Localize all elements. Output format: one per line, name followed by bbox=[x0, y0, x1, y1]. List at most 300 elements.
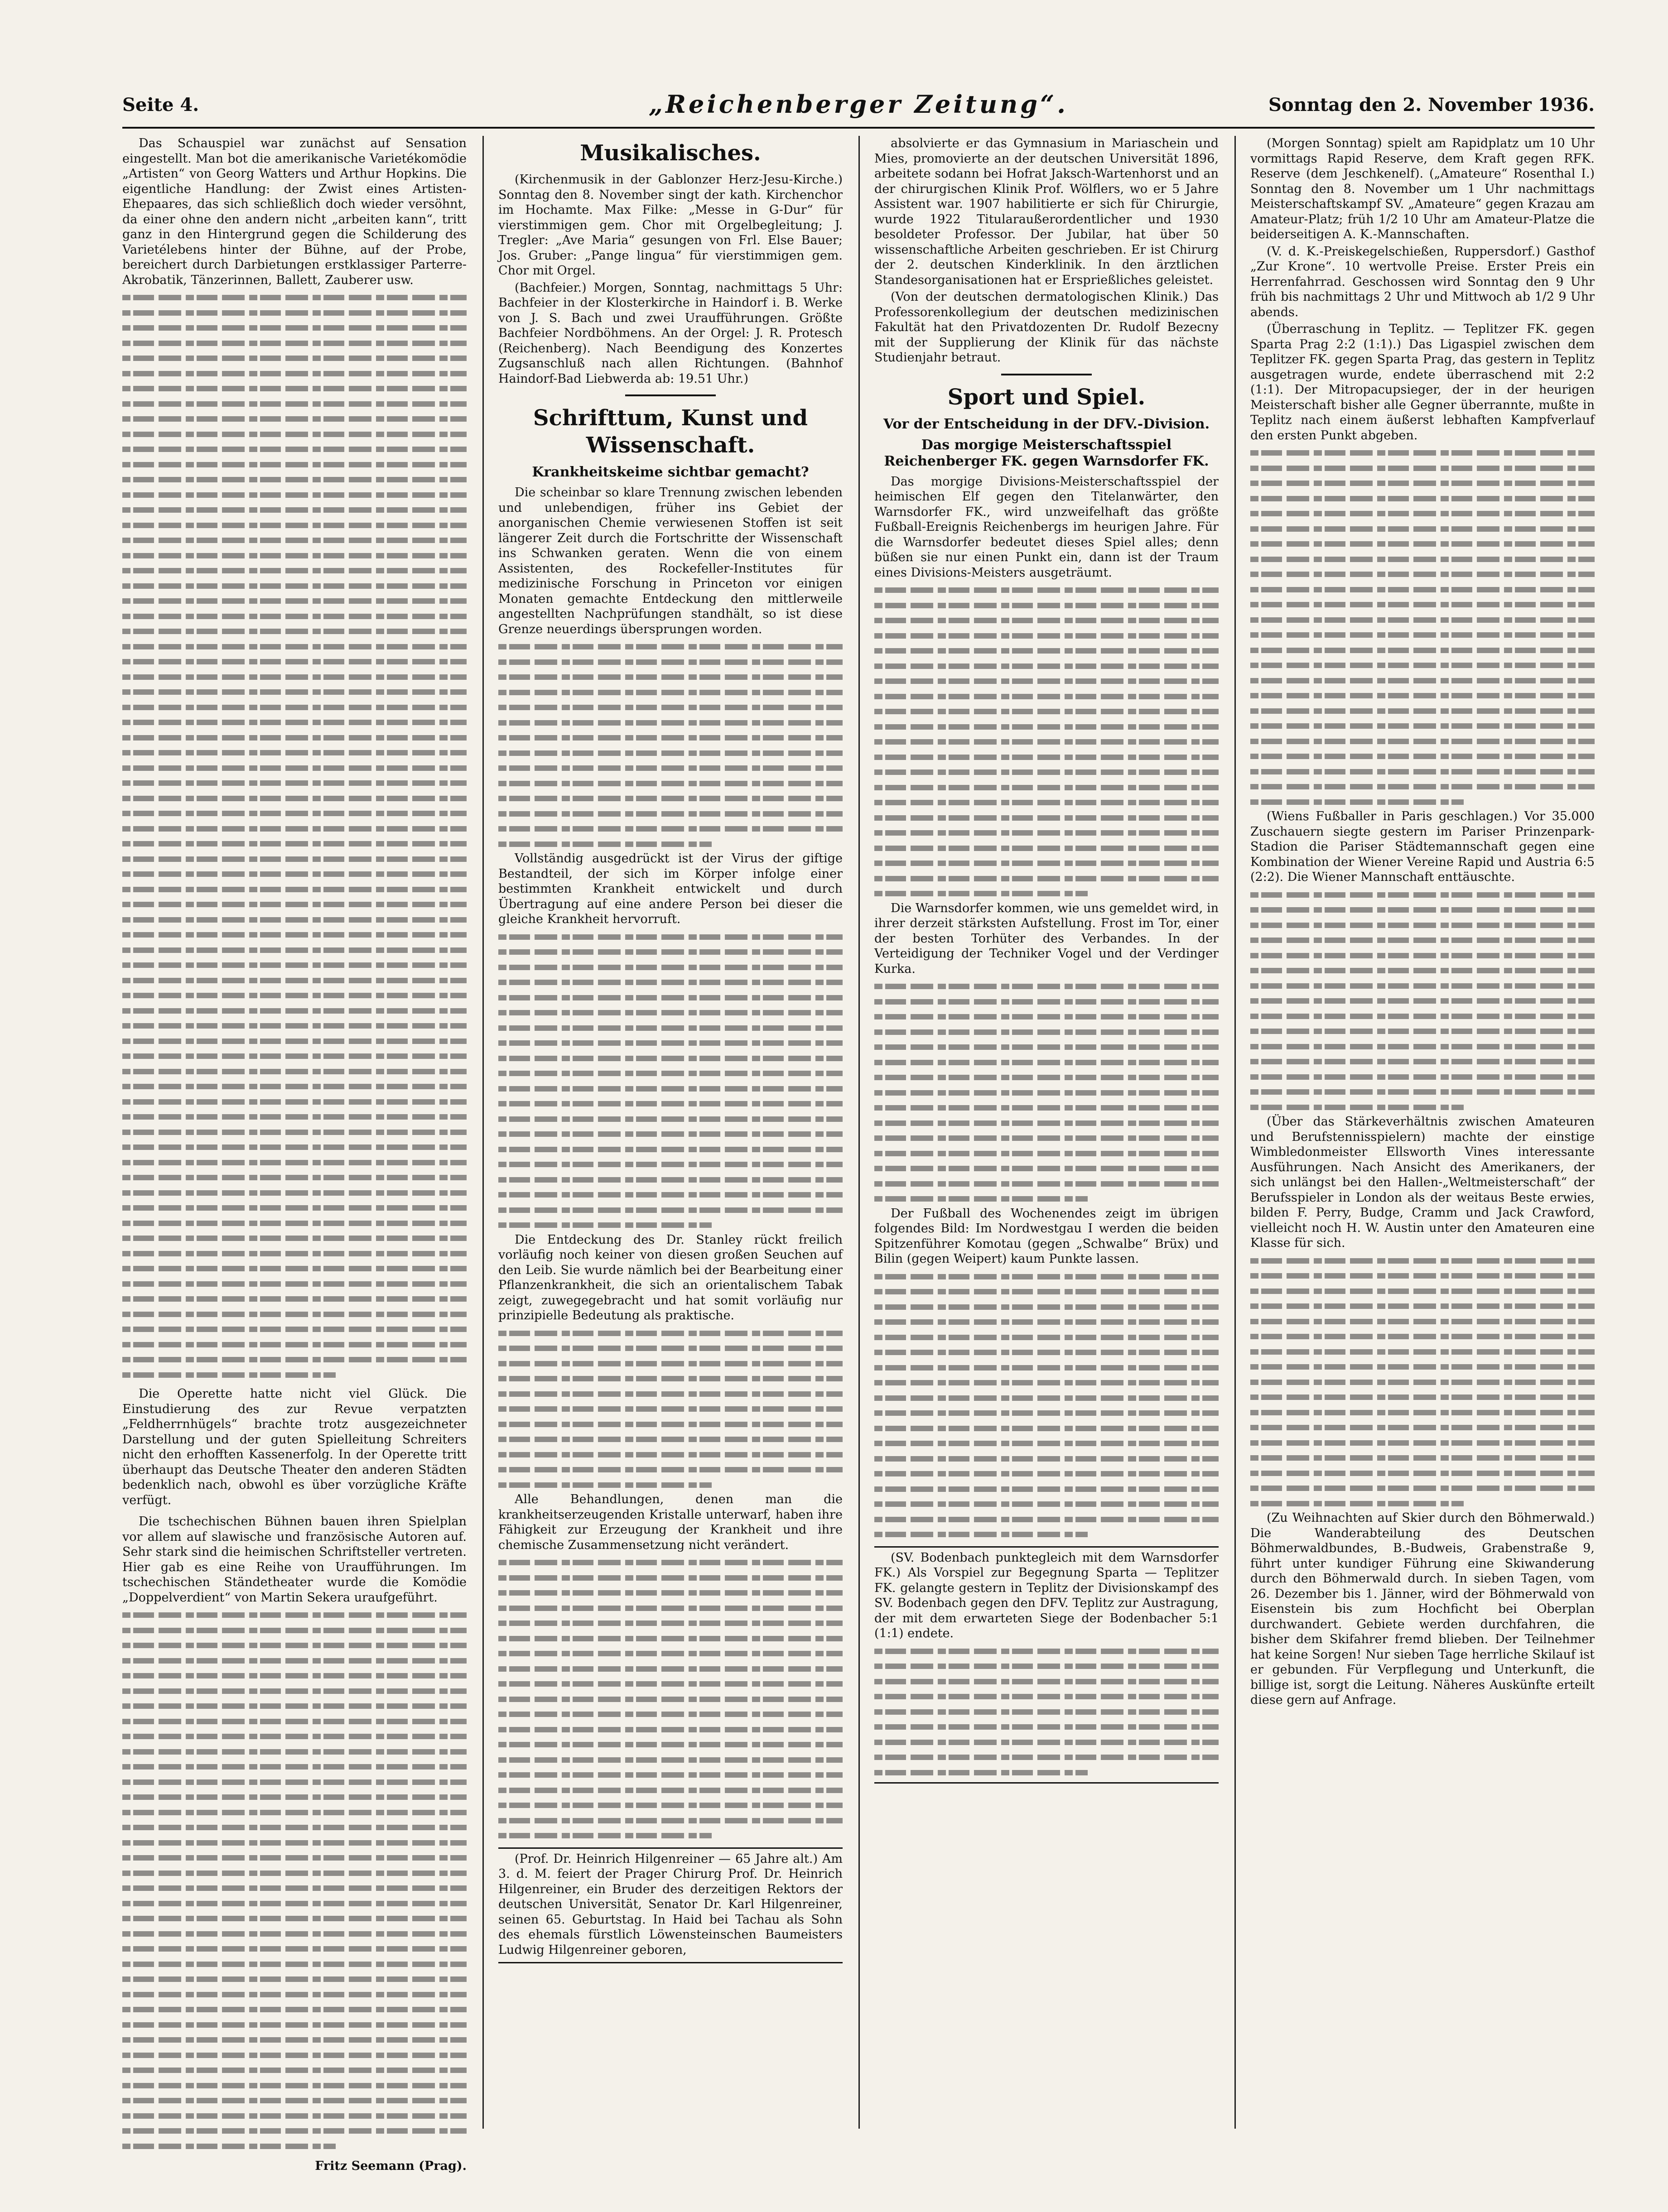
text-line bbox=[874, 978, 1219, 994]
text-line bbox=[874, 1420, 1219, 1436]
text-line bbox=[1250, 718, 1595, 733]
text-line bbox=[122, 1956, 467, 1972]
text-line bbox=[498, 1020, 843, 1035]
column-4 bbox=[1250, 136, 1595, 2138]
bowling-paragraph: (V. d. K.-Preiskegelschießen, Ruppersdorf.) Gasthof „Zur Krone“. 10 wertvolle Preise. Erster Preis ein Herrenfahrrad. Geschossen wird Sonntag den 9 Uhr früh bis nachmittags 2 Uhr und Mittwoch ab 1/2 9 Uhr abends. bbox=[1250, 244, 1595, 319]
text-line bbox=[874, 1299, 1219, 1314]
theater-review-paragraph: Das Schauspiel war zunächst auf Sensation eingestellt. Man bot die amerikanische Varietékomödie „Artisten“ von Georg Watters und Arthur Hopkins. Die eigentliche Handlung: der Zwist eines Artisten-Ehepaares, das sich schließlich doch wieder versöhnt, da einer ohne den andern nicht „arbeiten kann“, tritt ganz in den Hintergrund gegen die Schilderung des Varietélebens hinter der Bühne, auf der Probe, bereichert durch Darbietungen erstklassiger Parterre-Akrobatik, Tänzerinnen, Ballett, Zauberer usw. bbox=[122, 136, 467, 287]
column-1 bbox=[122, 136, 467, 2173]
text-line bbox=[874, 779, 1219, 795]
text-line bbox=[122, 2017, 467, 2032]
bach-festival-paragraph: (Bachfeier.) Morgen, Sonntag, nachmittags 5 Uhr: Bachfeier in der Klosterkirche in Haindorf i. B. Werke von J. S. Bach und zwei Uraufführungen. Größte Bachfeier Nordböhmens. An der Orgel: J. R. Protesch (Reichenberg). Nach Beendigung des Konzertes Zugsanschluß nach allen Richtungen. (Bahnhof Haindorf-Bad Liebwerda ab: 19.51 Uhr.) bbox=[498, 280, 843, 386]
text-line bbox=[874, 1069, 1219, 1085]
text-line bbox=[1250, 1480, 1595, 1496]
text-line bbox=[498, 1630, 843, 1646]
text-line bbox=[874, 1039, 1219, 1054]
text-line bbox=[1250, 1496, 1464, 1511]
text-line bbox=[874, 1284, 1219, 1299]
text-line bbox=[498, 1172, 843, 1187]
text-line bbox=[1250, 596, 1595, 612]
text-line bbox=[874, 688, 1219, 704]
bodenbach-paragraph: (SV. Bodenbach punktegleich mit dem Warnsdorfer FK.) Als Vorspiel zur Begegnung Sparta — Teplitzer FK. gelangte gestern in Teplitz der Divisionskampf des SV. Bodenbach gegen den DFV. Teplitz zur Austragung, der mit dem erwarteten Siege der Bodenbacher 5:1 (1:1) endete. bbox=[874, 1550, 1219, 1640]
text-line bbox=[122, 1698, 467, 1713]
text-line bbox=[1250, 1419, 1595, 1435]
czech-stages-paragraph: Die tschechischen Bühnen bauen ihren Spielplan vor allem auf slawische und französische Autoren auf. Sehr stark sind die heimischen Schriftsteller vertreten. Hier gab es eine Reihe von Uraufführungen. Im tschechischen Ständetheater wurde die Komödie „Doppelverdient“ von Martin Sekera uraufgeführt. bbox=[122, 1515, 467, 1605]
text-line bbox=[122, 471, 467, 487]
text-line bbox=[1250, 688, 1595, 703]
text-line bbox=[874, 825, 1219, 840]
text-line bbox=[498, 1416, 843, 1432]
text-line bbox=[1250, 932, 1595, 947]
text-line bbox=[1250, 642, 1595, 658]
text-line bbox=[122, 1865, 467, 1880]
text-line bbox=[122, 1819, 467, 1835]
text-line bbox=[874, 1085, 1219, 1100]
text-line bbox=[122, 1321, 467, 1337]
text-line bbox=[1250, 1053, 1595, 1069]
lineup-paragraph: Die Warnsdorfer kommen, wie uns gemeldet wird, in ihrer derzeit stärksten Aufstellung. Frost im Tor, einer der besten Torhüter des Verbandes. In der Verteidigung der Techniker Vogel und der Verdinger Kurka. bbox=[874, 901, 1219, 976]
text-line bbox=[874, 794, 1219, 810]
text-line bbox=[122, 1835, 467, 1850]
text-line bbox=[1250, 1313, 1595, 1329]
text-line bbox=[498, 1187, 843, 1202]
text-line bbox=[1250, 521, 1595, 536]
text-line bbox=[122, 881, 467, 897]
text-line bbox=[122, 2077, 467, 2093]
text-line bbox=[122, 441, 467, 457]
ski-tour-paragraph: (Zu Weihnachten auf Skier durch den Böhmerwald.) Die Wanderabteilung des Deutschen Böhmerwaldbundes, B.-Budweis, Grabenstraße 9, führt unter kundiger Führung eine Skiwanderung durch den Böhmerwald durch. In sieben Tagen, vom 26. Dezember bis 1. Jänner, wird der Böhmerwald von Eisenstein bis zum Hochficht bei Oberplan durchwandert. Gebiete werden durchfahren, die bisher dem Skifahrer fremd blieben. Der Teilnehmer hat keine Sorgen! Nur sieben Tage herrliche Skilauf ist er gebunden. Für Verpflegung und Unterkunft, die billige ist, sorgt die Leitung. Näheres Auskünfte erteilt diese gern auf Anfrage. bbox=[1250, 1511, 1595, 1707]
text-line bbox=[1250, 1435, 1595, 1450]
text-line bbox=[122, 775, 467, 790]
text-line bbox=[122, 1306, 467, 1322]
text-line bbox=[122, 1910, 467, 1926]
article-paragraph: Vollständig ausgedrückt ist der Virus der giftige Bestandteil, der sich im Körper infolge einer bestimmten Krankheit entwickelt und durch Übertragung auf eine andere Person bei dieser die gleiche Krankheit hervorruft. bbox=[498, 851, 843, 926]
text-line bbox=[874, 1734, 1219, 1750]
text-line bbox=[1250, 733, 1595, 749]
text-line bbox=[122, 1048, 467, 1063]
text-line bbox=[122, 1880, 467, 1895]
text-line bbox=[122, 1337, 467, 1352]
text-line bbox=[1250, 917, 1595, 933]
section-heading-music: Musikalisches. bbox=[580, 140, 761, 166]
section-heading-sport: Sport und Spiel. bbox=[947, 384, 1146, 410]
text-line bbox=[122, 1351, 467, 1367]
text-line bbox=[1250, 1253, 1595, 1268]
text-line bbox=[874, 994, 1219, 1009]
text-line bbox=[122, 1850, 467, 1865]
text-line bbox=[122, 821, 467, 836]
text-line bbox=[874, 1435, 1219, 1451]
text-line bbox=[122, 608, 467, 624]
text-line bbox=[498, 1813, 843, 1828]
text-line bbox=[122, 639, 467, 654]
text-line bbox=[498, 959, 843, 975]
text-line bbox=[498, 1217, 712, 1232]
text-line bbox=[1250, 460, 1595, 476]
text-line bbox=[874, 643, 1219, 658]
text-line bbox=[498, 1126, 843, 1141]
text-line bbox=[498, 1096, 843, 1111]
column-3 bbox=[874, 136, 1219, 2138]
text-line bbox=[874, 1526, 1088, 1542]
text-line bbox=[498, 1645, 843, 1661]
text-line bbox=[1250, 748, 1595, 764]
text-line bbox=[874, 1176, 1219, 1191]
paris-match-paragraph: (Wiens Fußballer in Paris geschlagen.) Vor 35.000 Zuschauern siegte gestern im Pariser Prinzenpark-Stadion die Pariser Städtemannschaft gegen eine Kombination der Wiener Vereine Rapid und Austria 6:5 (2:2). Die Wiener Mannschaft enttäuschte. bbox=[1250, 809, 1595, 884]
column-divider bbox=[1234, 136, 1236, 2129]
text-line bbox=[498, 1141, 843, 1157]
text-line bbox=[1250, 1084, 1595, 1099]
text-line bbox=[1250, 475, 1595, 490]
text-line bbox=[498, 1797, 843, 1813]
text-line bbox=[874, 719, 1219, 734]
article-headline: Vor der Entscheidung in der DFV.-Division. bbox=[883, 416, 1210, 432]
text-line bbox=[122, 289, 467, 305]
text-line bbox=[498, 1752, 843, 1767]
text-line bbox=[498, 1570, 843, 1585]
text-line bbox=[122, 396, 467, 411]
text-line bbox=[874, 1191, 1088, 1206]
separator bbox=[1001, 374, 1092, 375]
text-line bbox=[122, 1607, 467, 1622]
text-line bbox=[122, 548, 467, 563]
text-line bbox=[498, 806, 843, 821]
text-line bbox=[874, 840, 1219, 856]
text-line bbox=[874, 612, 1219, 628]
text-line bbox=[1250, 1008, 1595, 1024]
text-line bbox=[122, 1986, 467, 2002]
text-line bbox=[874, 1390, 1219, 1405]
text-line bbox=[498, 821, 843, 836]
text-line bbox=[498, 1401, 843, 1416]
text-line bbox=[122, 987, 467, 1003]
text-line bbox=[122, 836, 467, 851]
issue-date: Sonntag den 2. November 1936. bbox=[1268, 94, 1595, 115]
article-paragraph: Die scheinbar so klare Trennung zwischen lebenden und unlebendigen, früher ins Gebiet der anorganischen Chemie verwiesenen Stoffen ist seit längerer Zeit durch die Fortschritte der Wissenschaft ins Schwanken geraten. Wenn die von einem Assistenten, des Rockefeller-Institutes für medizinische Forschung in Princeton vor einigen Monaten gemachte Entdeckung den mittlerweile angestellten Nachprüfungen standhält, so ist diese Grenze neuerdings übersprungen worden. bbox=[498, 486, 843, 636]
text-line bbox=[498, 1156, 843, 1172]
text-line bbox=[498, 1035, 843, 1050]
jubilee-continuation: absolvierte er das Gymnasium in Mariaschein und Mies, promovierte an der deutschen Universität 1896, arbeitete sodann bei Hofrat Jaksch-Wartenhorst und an der chirurgischen Klinik Prof. Wölflers, wo er 5 Jahre Assistent war. 1907 habilitierte er sich für Chirurgie, wurde 1922 Titularaußerordentlicher und 1930 besoldeter Professor. Der Jubilar, hat über 50 wissenschaftliche Arbeiten geschrieben. Er ist Chirurg der 2. deutschen Kinderklinik. In den ärztlichen Standesorganisationen hat er Ersprießliches geleistet. bbox=[874, 136, 1219, 287]
text-line bbox=[1250, 1328, 1595, 1344]
text-line bbox=[874, 855, 1219, 870]
article-paragraph: Die Entdeckung des Dr. Stanley rückt freilich vorläufig noch keiner von diesen großen Seuchen auf den Leib. Sie wurde nämlich bei der Bearbeitung einer Pflanzenkrankheit, die sich an orientalischem Tabak zeigt, zuwegegebracht und hat somit vorläufig nur prinzipielle Bedeutung als praktische. bbox=[498, 1232, 843, 1322]
text-line bbox=[874, 1100, 1219, 1115]
text-line bbox=[498, 1050, 843, 1066]
text-line bbox=[498, 1447, 843, 1462]
text-line bbox=[122, 654, 467, 669]
text-line bbox=[1250, 445, 1595, 460]
text-line bbox=[498, 944, 843, 959]
text-line bbox=[1250, 1298, 1595, 1313]
text-line bbox=[1250, 779, 1595, 794]
text-line bbox=[122, 563, 467, 578]
text-line bbox=[874, 628, 1219, 643]
text-line bbox=[122, 942, 467, 957]
text-line bbox=[122, 1622, 467, 1638]
text-line bbox=[122, 2092, 467, 2108]
text-line bbox=[122, 2108, 467, 2123]
text-line bbox=[874, 1749, 1219, 1765]
match-preview-paragraph: Das morgige Divisions-Meisterschaftsspiel der heimischen Elf gegen den Titelanwärter, den Warnsdorfer FK., wird unzweifelhaft das größte Fußball-Ereignis Reichenbergs im heurigen Jahre. Für die Warnsdorfer bedeutet dieses Spiel alles; denn büßen sie nur einen Punkt ein, dann ist der Traum eines Divisions-Meisters ausgeträumt. bbox=[874, 474, 1219, 580]
text-line bbox=[1250, 1283, 1595, 1298]
text-line bbox=[122, 1774, 467, 1789]
teplitz-match-paragraph: (Überraschung in Teplitz. — Teplitzer FK. gegen Sparta Prag 2:2 (1:1).) Das Ligaspiel zwischen dem Teplitzer FK. gegen Sparta Prag, das gestern in Teplitz ausgetragen wurde, endete überraschend mit 2:2 (1:1). Der Mitropacupsieger, der in der heurigen Meisterschaft bisher alle Gegner überrannte, mußte in Teplitz nach einem äußerst lebhaften Kampfverlauf den ersten Punkt abgeben. bbox=[1250, 322, 1595, 442]
text-line bbox=[874, 870, 1219, 886]
text-line bbox=[122, 927, 467, 942]
text-line bbox=[122, 1063, 467, 1079]
text-line bbox=[874, 1314, 1219, 1329]
text-line bbox=[122, 457, 467, 472]
text-line bbox=[122, 1759, 467, 1774]
text-line bbox=[122, 1276, 467, 1291]
text-line bbox=[874, 1481, 1219, 1496]
text-line bbox=[498, 1615, 843, 1630]
text-line bbox=[122, 760, 467, 775]
text-line bbox=[498, 1767, 843, 1782]
text-line bbox=[122, 1003, 467, 1018]
text-line bbox=[122, 1033, 467, 1048]
text-line bbox=[122, 1260, 467, 1276]
text-line bbox=[1250, 978, 1595, 993]
text-line bbox=[122, 1367, 336, 1382]
text-line bbox=[1250, 1374, 1595, 1390]
text-line bbox=[874, 1360, 1219, 1375]
text-line bbox=[122, 730, 467, 745]
text-line bbox=[1250, 947, 1595, 963]
jubilee-paragraph: (Prof. Dr. Heinrich Hilgenreiner — 65 Jahre alt.) Am 3. d. M. feiert der Prager Chirurg Prof. Dr. Heinrich Hilgenreiner, ein Bruder des derzeitigen Rektors der deutschen Universität, Senator Dr. Karl Hilgenreiner, seinen 65. Geburtstag. In Haid bei Tachau als Sohn des ehemals fürstlich Löwensteinschen Baumeisters Ludwig Hilgenreiner geboren, bbox=[498, 1851, 843, 1957]
dermatology-paragraph: (Von der deutschen dermatologischen Klinik.) Das Professorenkollegium der deutschen medizinischen Fakultät hat den Privatdozenten Dr. Rudolf Bezecny mit der Supplierung der Klinik für das nächste Studienjahr betraut. bbox=[874, 290, 1219, 365]
text-line bbox=[122, 1728, 467, 1744]
text-line bbox=[122, 1789, 467, 1804]
text-line bbox=[874, 1704, 1219, 1719]
text-line bbox=[874, 1375, 1219, 1390]
text-line bbox=[1250, 551, 1595, 567]
text-line bbox=[122, 502, 467, 517]
text-line bbox=[498, 974, 843, 990]
text-line bbox=[874, 1643, 1219, 1659]
article-headline: Krankheitskeime sichtbar gemacht? bbox=[532, 464, 809, 480]
separator bbox=[625, 394, 716, 396]
text-line bbox=[498, 1462, 843, 1477]
text-line bbox=[1250, 505, 1595, 521]
text-line bbox=[122, 1018, 467, 1033]
text-line bbox=[122, 790, 467, 806]
text-line bbox=[498, 929, 843, 944]
text-line bbox=[122, 2138, 336, 2154]
text-line bbox=[122, 2001, 467, 2017]
text-line bbox=[874, 1344, 1219, 1360]
text-line bbox=[122, 1215, 467, 1231]
text-line bbox=[122, 2062, 467, 2077]
sport-notice-paragraph: (Morgen Sonntag) spielt am Rapidplatz um 10 Uhr vormittags Rapid Reserve, dem Kraft gegen RFK. Reserve (dem Jeschkenelf). („Amateure“ Rosenthal I.) Sonntag den 8. November um 1 Uhr nachmittags Meisterschaftskampf SV. „Amateure“ gegen Krazau am Amateur-Platz; früh 1/2 10 Uhr am Amateur-Platze die beiderseitigen A. K.-Mannschaften. bbox=[1250, 136, 1595, 241]
operetta-paragraph: Die Operette hatte nicht viel Glück. Die Einstudierung des zur Revue verpatzten „Feldherrnhügels“ brachte trotz ausgezeichneter Darstellung und der guten Spielleitung Schreiters nicht den erhofften Kassenerfolg. In der Operette tritt überhaupt das Deutsche Theater den anderen Städten bedenklich nach, obwohl es über vorzügliche Kräfte verfügt. bbox=[122, 1387, 467, 1507]
text-line bbox=[1250, 1099, 1464, 1115]
text-line bbox=[1250, 993, 1595, 1008]
text-line bbox=[122, 2123, 467, 2138]
text-line bbox=[122, 1653, 467, 1668]
text-line bbox=[1250, 1465, 1595, 1481]
text-line bbox=[874, 1673, 1219, 1689]
text-line bbox=[498, 1661, 843, 1676]
text-line bbox=[498, 1585, 843, 1600]
text-line bbox=[122, 335, 467, 351]
text-line bbox=[1250, 764, 1595, 779]
text-line bbox=[122, 1713, 467, 1729]
text-line bbox=[122, 1124, 467, 1140]
text-line bbox=[498, 990, 843, 1005]
text-line bbox=[1250, 1023, 1595, 1039]
text-line bbox=[874, 1658, 1219, 1673]
text-line bbox=[498, 684, 843, 700]
text-line bbox=[498, 1202, 843, 1217]
text-line bbox=[1250, 657, 1595, 673]
text-line bbox=[498, 1691, 843, 1707]
notice-box bbox=[498, 1847, 843, 1964]
text-line bbox=[122, 866, 467, 881]
text-line bbox=[874, 1024, 1219, 1039]
text-line bbox=[122, 365, 467, 381]
page-header bbox=[122, 86, 1595, 129]
text-line bbox=[874, 1269, 1219, 1284]
text-line bbox=[498, 1676, 843, 1691]
text-line bbox=[498, 1706, 843, 1722]
text-line bbox=[498, 1736, 843, 1752]
text-line bbox=[874, 1405, 1219, 1420]
page-number: Seite 4. bbox=[122, 94, 199, 115]
text-line bbox=[874, 597, 1219, 613]
text-line bbox=[498, 1477, 712, 1492]
text-line bbox=[498, 1386, 843, 1401]
text-line bbox=[874, 1009, 1219, 1024]
text-line bbox=[498, 699, 843, 715]
text-line bbox=[874, 1054, 1219, 1070]
author-signature: Fritz Seemann (Prag). bbox=[315, 2159, 467, 2173]
text-line bbox=[122, 1245, 467, 1261]
text-line bbox=[122, 517, 467, 533]
text-line bbox=[498, 1827, 712, 1843]
text-line bbox=[122, 532, 467, 548]
text-line bbox=[498, 1340, 843, 1356]
text-line bbox=[122, 1154, 467, 1170]
church-music-paragraph: (Kirchenmusik in der Gablonzer Herz-Jesu-Kirche.) Sonntag den 8. November singt der kath. Kirchenchor im Hochamte. Max Filke: „Messe in G-Dur“ für vierstimmigen gem. Chor mit Orgelbegleitung; J. Tregler: „Ave Maria“ gesungen von Frl. Else Bauer; Jos. Gruber: „Pange lingua“ für vierstimmigen gem. Chor mit Orgel. bbox=[498, 173, 843, 278]
text-line bbox=[874, 582, 1219, 597]
tennis-paragraph: (Über das Stärkeverhältnis zwischen Amateuren und Berufstennisspielern) machte der einstige Wimbledonmeister Ellsworth Vines interessante Ausführungen. Nach Ansicht des Amerikaners, der sich unlängst bei den Hallen-„Weltmeisterschaft“ der Berufsspieler in London als der weitaus Beste erwies, bilden F. Perry, Budge, Cramm und Jack Crawford, vielleicht noch H. W. Austin unter den Amateuren eine Klasse für sich. bbox=[1250, 1115, 1595, 1250]
text-line bbox=[122, 912, 467, 927]
text-line bbox=[874, 1145, 1219, 1161]
text-line bbox=[498, 836, 712, 851]
text-line bbox=[122, 896, 467, 912]
text-line bbox=[874, 764, 1219, 779]
text-line bbox=[1250, 1344, 1595, 1359]
text-line bbox=[122, 1109, 467, 1124]
text-line bbox=[122, 350, 467, 365]
text-line bbox=[498, 1722, 843, 1737]
text-line bbox=[122, 1971, 467, 1986]
text-line bbox=[498, 1065, 843, 1081]
text-line bbox=[874, 1329, 1219, 1345]
text-line bbox=[122, 714, 467, 730]
text-line bbox=[874, 810, 1219, 825]
text-line bbox=[498, 760, 843, 775]
text-line bbox=[498, 715, 843, 730]
text-line bbox=[498, 1356, 843, 1371]
text-line bbox=[122, 578, 467, 593]
text-line bbox=[1250, 612, 1595, 627]
text-line bbox=[122, 1926, 467, 1941]
text-line bbox=[874, 703, 1219, 719]
text-line bbox=[122, 623, 467, 639]
text-line bbox=[874, 673, 1219, 688]
text-line bbox=[122, 745, 467, 760]
text-line bbox=[498, 1431, 843, 1447]
text-line bbox=[1250, 1359, 1595, 1374]
text-line bbox=[122, 1637, 467, 1653]
column-divider bbox=[482, 136, 484, 2129]
text-line bbox=[874, 1765, 1088, 1780]
text-line bbox=[874, 1451, 1219, 1466]
text-line bbox=[122, 305, 467, 320]
text-line bbox=[498, 730, 843, 745]
text-line bbox=[498, 775, 843, 791]
text-line bbox=[1250, 794, 1464, 809]
text-line bbox=[498, 1554, 843, 1570]
text-line bbox=[122, 1230, 467, 1245]
text-line bbox=[122, 1139, 467, 1154]
text-line bbox=[874, 1466, 1219, 1481]
text-line bbox=[498, 745, 843, 760]
text-line bbox=[122, 851, 467, 866]
text-line bbox=[498, 1782, 843, 1798]
text-line bbox=[122, 699, 467, 715]
article-subheadline: Das morgige Meisterschaftsspiel Reichenberger FK. gegen Warnsdorfer FK. bbox=[884, 437, 1209, 469]
text-line bbox=[122, 2032, 467, 2047]
text-line bbox=[1250, 1389, 1595, 1404]
text-line bbox=[122, 1941, 467, 1956]
text-line bbox=[1250, 962, 1595, 978]
text-line bbox=[1250, 1039, 1595, 1054]
text-line bbox=[122, 426, 467, 442]
text-line bbox=[498, 1370, 843, 1386]
text-line bbox=[498, 1005, 843, 1020]
text-line bbox=[122, 669, 467, 684]
text-line bbox=[874, 734, 1219, 749]
text-line bbox=[122, 1078, 467, 1094]
text-line bbox=[122, 2047, 467, 2063]
weekend-football-paragraph: Der Fußball des Wochenendes zeigt im übrigen folgendes Bild: Im Nordwestgau I werden die beiden Spitzenführer Komotau (gegen „Schwalbe“ Brüx) und Bilin (gegen Weipert) kaum Punkte lassen. bbox=[874, 1206, 1219, 1266]
text-line bbox=[874, 658, 1219, 673]
text-line bbox=[498, 790, 843, 806]
text-line bbox=[1250, 887, 1595, 902]
text-line bbox=[122, 593, 467, 608]
text-line bbox=[122, 1185, 467, 1200]
text-line bbox=[498, 1111, 843, 1126]
text-line bbox=[122, 411, 467, 426]
text-line bbox=[874, 1688, 1219, 1704]
text-line bbox=[122, 1169, 467, 1185]
article-paragraph: Alle Behandlungen, denen man die krankheitserzeugenden Kristalle unterwarf, haben ihre Fähigkeit zur Erzeugung der Krankheit und ihre chemische Zusammensetzung nicht verändert. bbox=[498, 1492, 843, 1552]
text-line bbox=[122, 1895, 467, 1911]
text-line bbox=[874, 749, 1219, 765]
text-line bbox=[1250, 1268, 1595, 1283]
text-line bbox=[874, 1130, 1219, 1145]
text-line bbox=[122, 380, 467, 396]
text-line bbox=[874, 1511, 1219, 1527]
notice-box bbox=[874, 1546, 1219, 1784]
text-line bbox=[122, 487, 467, 502]
text-line bbox=[874, 885, 1088, 901]
text-line bbox=[122, 1804, 467, 1820]
text-line bbox=[122, 1683, 467, 1698]
